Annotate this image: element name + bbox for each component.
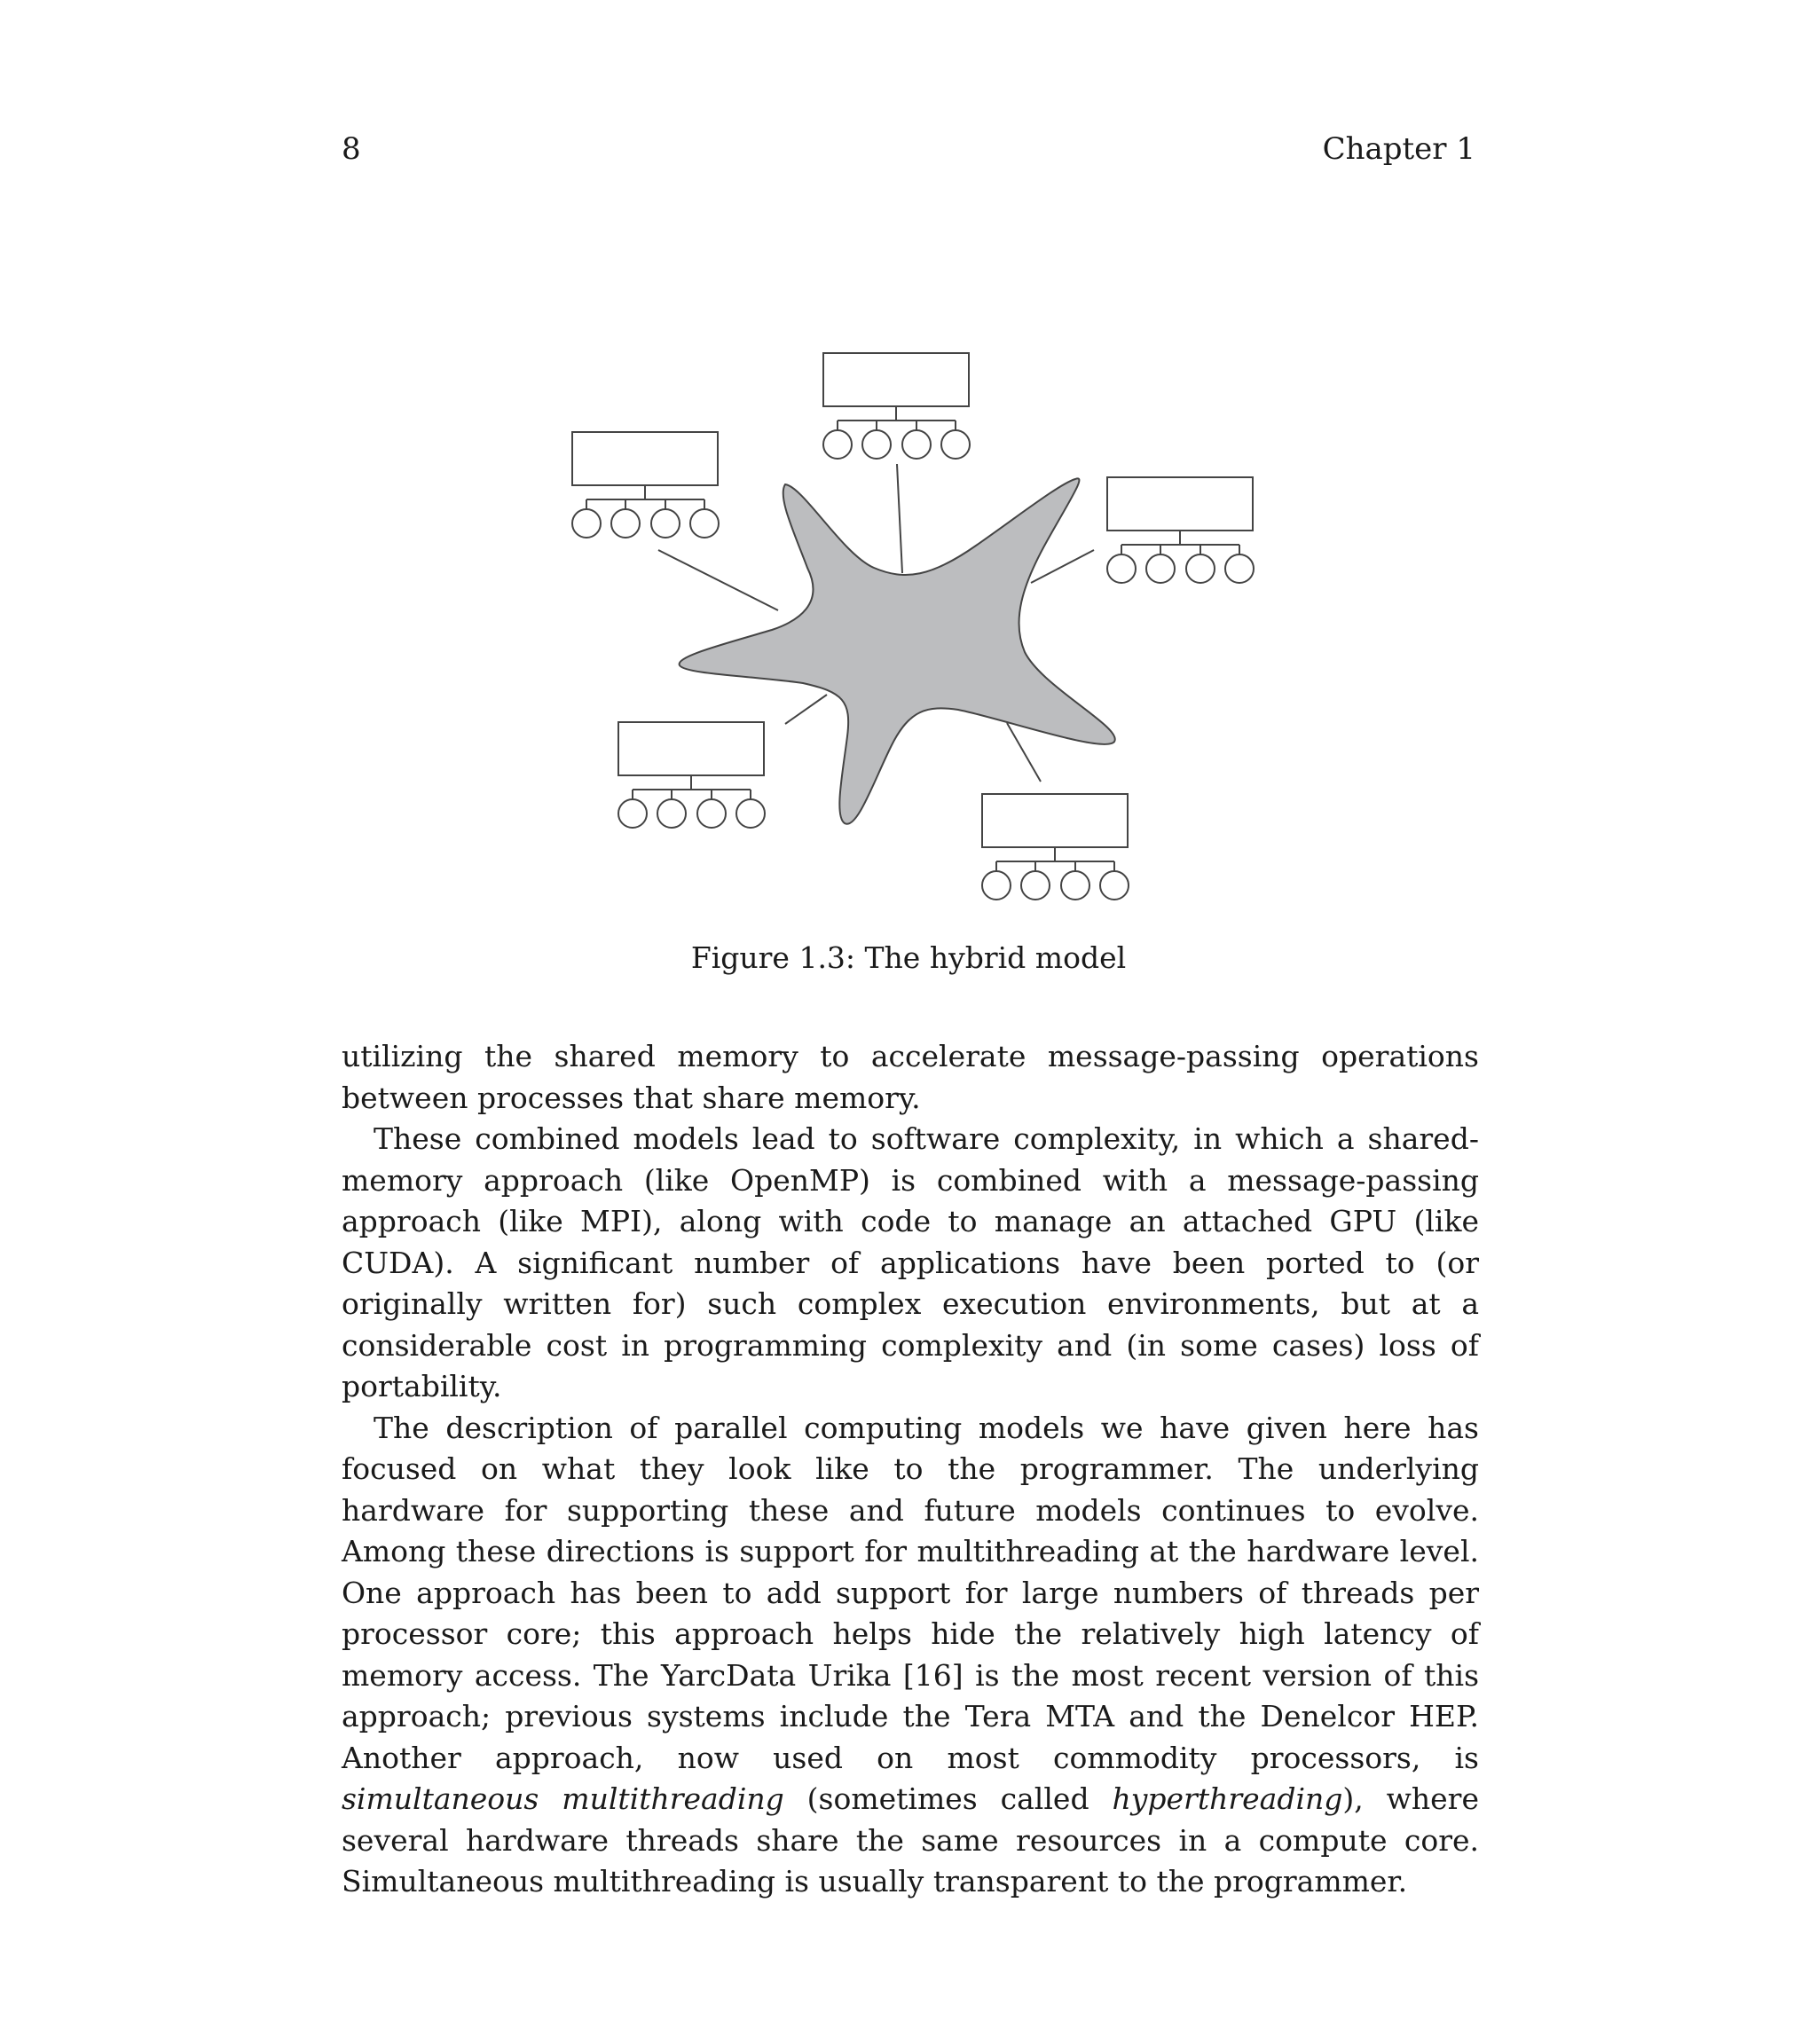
core-circle [902, 430, 931, 459]
term-simultaneous-multithreading: simultaneous multithreading [342, 1781, 784, 1816]
processor-node-right [1107, 477, 1254, 583]
core-circle [736, 799, 765, 828]
paragraph-2: These combined models lead to software complexity, in which a shared-memory approach (like OpenMP) is combined with a message-passing approach (like MPI), along with code to manage an attached GPU (like CUDA). A significant number of applications have been ported to (or originally written for) such complex execution environments, but at a considerable cost in programming complexity and (in some cases) loss of portability. [342, 1121, 1479, 1403]
core-circle [1061, 871, 1089, 900]
hybrid-model-figure [550, 337, 1278, 923]
core-circle [651, 509, 680, 538]
figure-caption: Figure 1.3: The hybrid model [690, 940, 1127, 975]
core-circle [697, 799, 726, 828]
core-circle [572, 509, 601, 538]
page-number: 8 [342, 131, 361, 167]
body-text [342, 1036, 1479, 1903]
core-circle [1186, 554, 1215, 583]
core-circle [1107, 554, 1136, 583]
paragraph-3-part-1: The description of parallel computing models we have given here has focused on what they look like to the programmer. The underlying hardware for supporting these and future models continues to evolve. Among these directions is support for multithreading at the hardware level. One approach has been to add support for large numbers of threads per processor core; this approach helps hide the relatively high latency of memory access. The YarcData Urika [16] is the most recent version of this approach; previous systems include the Tera MTA and the Denelcor HEP. Another approach, now used on most commodity processors, is [342, 1410, 1479, 1775]
connector-left [658, 550, 778, 610]
core-circle [618, 799, 647, 828]
chapter-label: Chapter 1 [1322, 131, 1475, 167]
core-circle [1100, 871, 1129, 900]
core-circle [690, 509, 719, 538]
core-circle [1146, 554, 1175, 583]
core-circle [862, 430, 891, 459]
running-head [342, 131, 1475, 167]
processor-node-bottom-left [618, 722, 765, 828]
node-memory-box [823, 353, 969, 406]
core-circle [823, 430, 852, 459]
connector-top [897, 464, 902, 573]
connector-bottom-right [1007, 723, 1041, 782]
node-memory-box [1107, 477, 1253, 531]
connector-bottom-left [785, 695, 827, 724]
node-memory-box [618, 722, 764, 775]
core-circle [611, 509, 640, 538]
core-circle [657, 799, 686, 828]
hybrid-model-diagram [550, 337, 1278, 923]
paragraph-3-part-3: ), where several hardware threads share the same resources in a compute core. Simultaneous multithreading is usually transparent to the programmer. [342, 1781, 1479, 1899]
paragraph-3-part-2: (sometimes called [783, 1781, 1113, 1816]
node-memory-box [982, 794, 1128, 847]
core-circle [1021, 871, 1050, 900]
term-hyperthreading: hyperthreading [1112, 1781, 1343, 1816]
core-circle [941, 430, 970, 459]
processor-node-bottom-right [982, 794, 1129, 900]
processor-node-top [823, 353, 970, 459]
node-memory-box [572, 432, 718, 485]
core-circle [1225, 554, 1254, 583]
processor-node-left [572, 432, 719, 538]
paragraph-1: utilizing the shared memory to accelerate message-passing operations between processes that share memory. [342, 1039, 1479, 1115]
paragraph-3 [342, 1408, 1479, 1903]
core-circle [982, 871, 1011, 900]
